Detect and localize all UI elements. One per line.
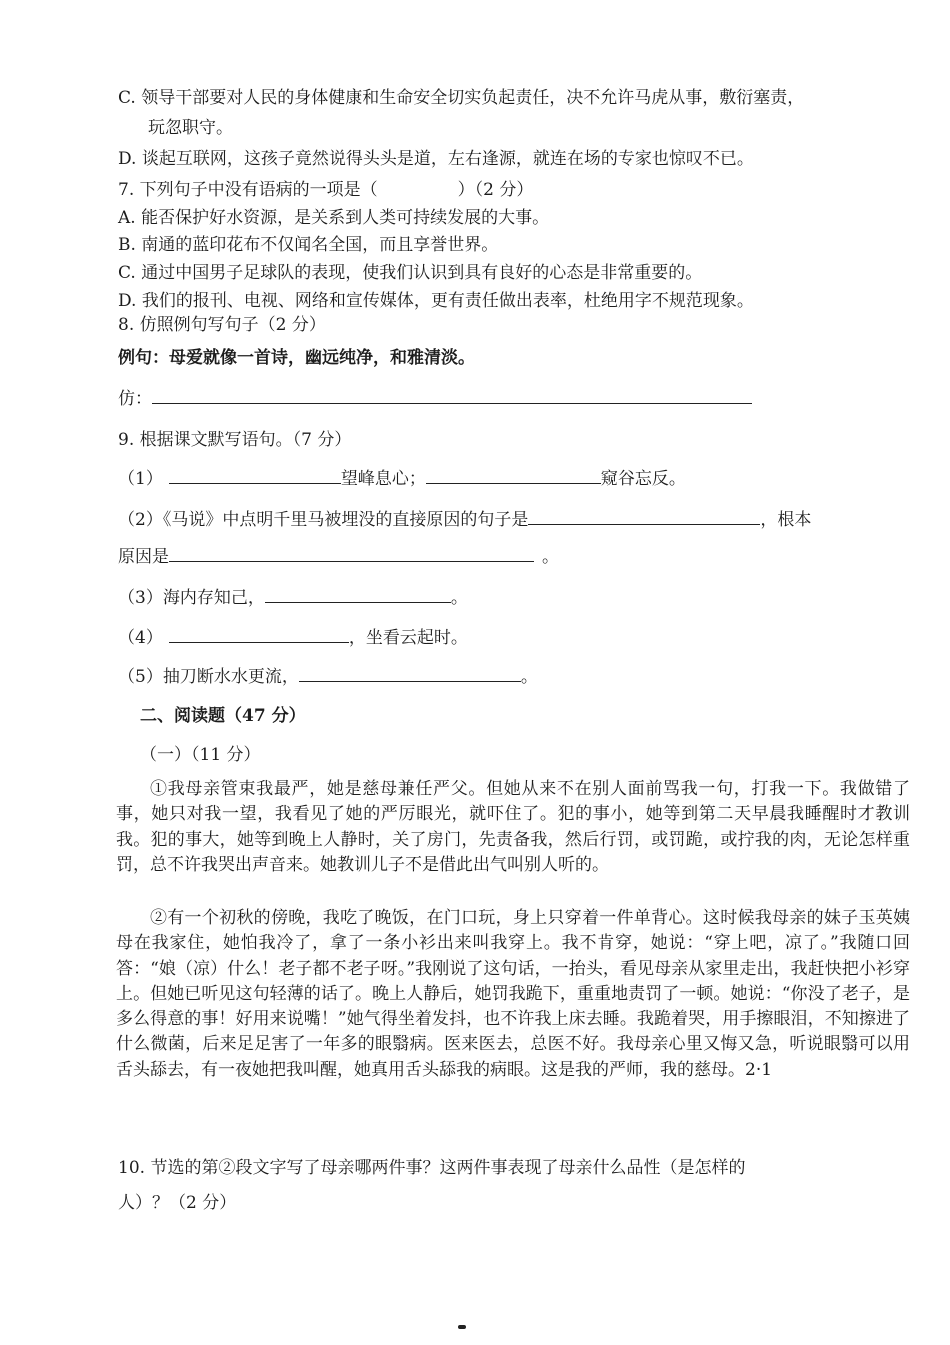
- q9-item3-period: 。: [450, 588, 468, 608]
- q9-item2-blank-b[interactable]: [169, 545, 534, 562]
- q7-option-a: A. 能否保护好水资源，是关系到人类可持续发展的大事。: [118, 208, 550, 228]
- q9-item4-blank[interactable]: [169, 626, 349, 643]
- q9-item2-line2-text: 原因是: [118, 547, 169, 567]
- q10-line1: 10. 节选的第②段文字写了母亲哪两件事？这两件事表现了母亲什么品性（是怎样的: [118, 1158, 746, 1178]
- q8-imitate-label: 仿：: [118, 389, 152, 409]
- q9-item2-line2: [118, 544, 920, 570]
- q10-line2: 人）？（2 分）: [118, 1193, 237, 1213]
- q8-example: 例句：母爱就像一首诗，幽远纯净，和雅清淡。: [118, 348, 475, 368]
- q9-item5-period: 。: [520, 667, 538, 687]
- q9-item1-label: （1）: [118, 469, 163, 489]
- q6-option-d: D. 谈起互联网，这孩子竟然说得头头是道，左右逢源，就连在场的专家也惊叹不已。: [118, 149, 754, 169]
- q7-stem: [118, 177, 920, 203]
- q9-item3-text: （3）海内存知己，: [118, 588, 265, 608]
- q6-option-c-line2: 玩忽职守。: [148, 118, 233, 138]
- q9-item5-text: （5）抽刀断水水更流，: [118, 667, 299, 687]
- q9-item4-label: （4）: [118, 628, 163, 648]
- q9-item1-blank-a[interactable]: [169, 467, 341, 484]
- q9-item1-end: 窥谷忘反。: [600, 469, 686, 489]
- q9-stem: 9. 根据课文默写语句。（7 分）: [118, 430, 352, 450]
- q9-item4: [118, 625, 920, 651]
- section2-subheading: （一）（11 分）: [140, 745, 261, 765]
- q8-imitate-blank[interactable]: [152, 387, 752, 404]
- q8-imitate-row: [118, 386, 920, 412]
- q9-item5-blank[interactable]: [299, 665, 521, 682]
- page-number-mark: [458, 1325, 466, 1329]
- q7-stem-end: ）（2 分）: [457, 180, 534, 200]
- q9-item2: [118, 507, 920, 533]
- q7-option-d: D. 我们的报刊、电视、网络和宣传媒体，更有责任做出表率，杜绝用字不规范现象。: [118, 291, 754, 311]
- q9-item4-end: ，坐看云起时。: [348, 628, 468, 648]
- q9-item2-period: 。: [542, 547, 559, 567]
- q7-option-c: C. 通过中国男子足球队的表现，使我们认识到具有良好的心态是非常重要的。: [118, 263, 703, 283]
- q9-item3-blank[interactable]: [265, 586, 451, 603]
- q9-item5: [118, 664, 920, 690]
- q9-item2-text: （2）《马说》中点明千里马被埋没的直接原因的句子是: [118, 510, 529, 530]
- q9-item2-end: ，根本: [760, 510, 812, 530]
- q8-stem: 8. 仿照例句写句子（2 分）: [118, 315, 326, 335]
- q9-item1-mid: 望峰息心；: [340, 469, 426, 489]
- q9-item2-blank-a[interactable]: [528, 508, 760, 525]
- section2-heading: 二、阅读题（47 分）: [140, 706, 306, 726]
- q7-stem-text: 7. 下列句子中没有语病的一项是（: [118, 180, 378, 200]
- q9-item1: [118, 466, 920, 492]
- passage-paragraph-1: ①我母亲管束我最严，她是慈母兼任严父。但她从来不在别人面前骂我一句，打我一下。我做错了事，她只对我一望，我看见了她的严厉眼光，就吓住了。犯的事小，她等到第二天早晨我睡醒时才教训我。犯的事大，她等到晚上人静时，关了房门，先责备我，然后行罚，或罚跪，或拧我的肉，无论怎样重罚，总不许我哭出声音来。她教训儿子不是借此出气叫别人听的。: [116, 779, 910, 875]
- q9-item3: [118, 585, 920, 611]
- q7-option-b: B. 南通的蓝印花布不仅闻名全国，而且享誉世界。: [118, 235, 499, 255]
- q6-option-c-line1: C. 领导干部要对人民的身体健康和生命安全切实负起责任，决不允许马虎从事，敷衍塞责，: [118, 88, 805, 108]
- passage-paragraph-2: ②有一个初秋的傍晚，我吃了晚饭，在门口玩，身上只穿着一件单背心。这时候我母亲的妹子玉英姨母在我家住，她怕我冷了，拿了一条小衫出来叫我穿上。我不肯穿，她说：“穿上吧，凉了。”我随口回答：“娘（凉）什么！老子都不老子呀。”我刚说了这句话，一抬头，看见母亲从家里走出，我赶快把小衫穿上。但她已听见这句轻薄的话了。晚上人静后，她罚我跪下，重重地责罚了一顿。她说：“你没了老子，是多么得意的事！好用来说嘴！”她气得坐着发抖，也不许我上床去睡。我跪着哭，用手擦眼泪，不知擦进了什么微菌，后来足足害了一年多的眼翳病。医来医去，总医不好。我母亲心里又悔又急，听说眼翳可以用舌头舔去，有一夜她把我叫醒，她真用舌头舔我的病眼。这是我的严师，我的慈母。2·1: [116, 908, 910, 1080]
- q9-item1-blank-b[interactable]: [426, 467, 601, 484]
